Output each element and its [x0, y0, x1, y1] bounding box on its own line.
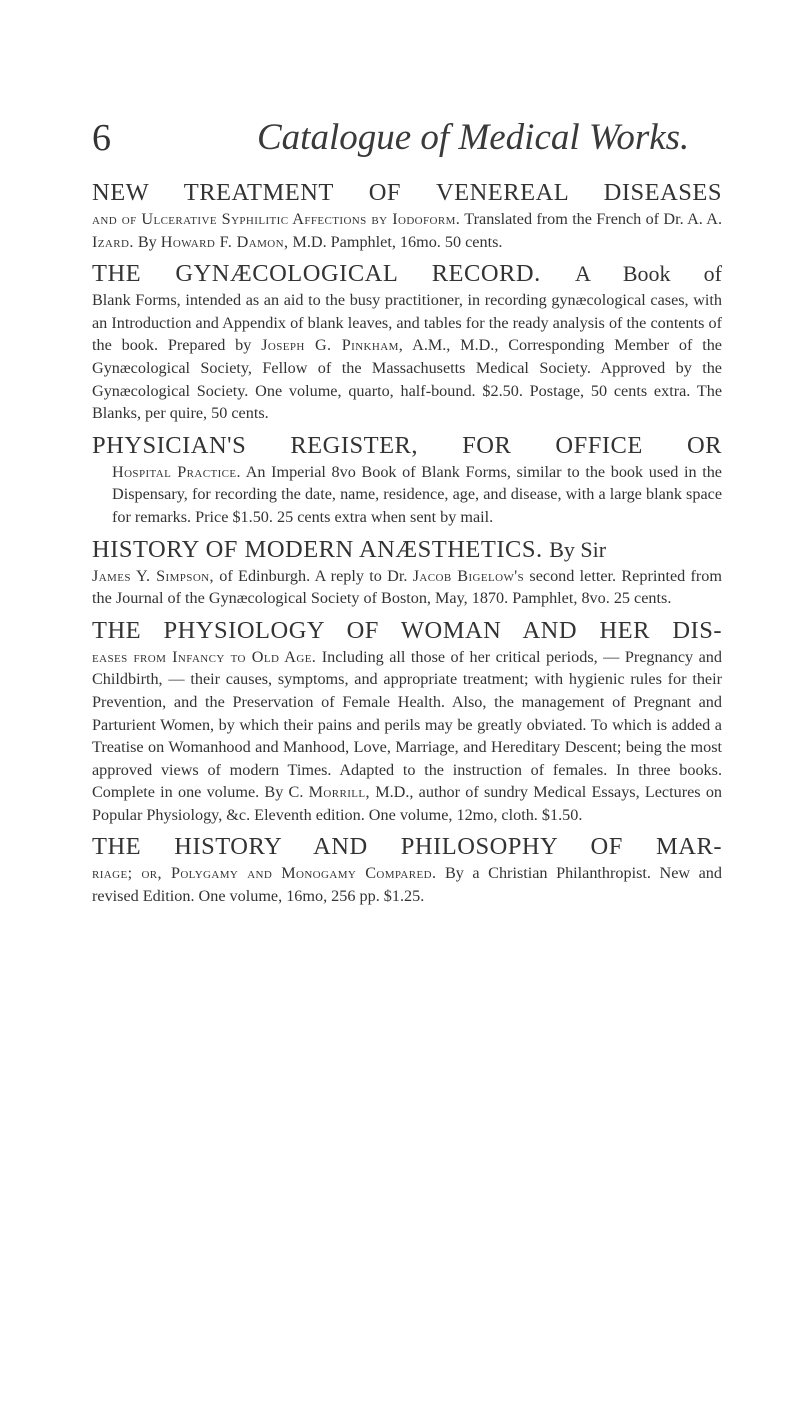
- entry-text: Including all those of her critical periods, — Pregnancy and Childbirth, — their causes, symptoms, and appropriate treatment; with hygienic rules for their Prevention, and the Preservation of Female Health. Also, the management of Pregnant and Parturient Women, by which their pains and perils may be greatly obviated. To which is added a Treatise on Womanhood and Manhood, Love, Marriage, and Hereditary Descent; being the most approved views of modern Times. Adapted to the instruction of females. In three books. Complete in one volume. By C.: [92, 647, 722, 802]
- entry-text: Blank Forms, intended as an aid to the busy practitioner, in recording gynæcological cases, with an Introduction and Appendix of blank leaves, and tables for the ready analysis of the contents of the book. Prepared by: [92, 291, 722, 355]
- entry-title: NEW TREATMENT OF VENEREAL DISEASES: [92, 179, 722, 206]
- page-header: [92, 118, 712, 158]
- entry-title-line: [92, 535, 722, 565]
- entry-text: M.D. Pamphlet, 16mo. 50 cents.: [288, 232, 503, 251]
- entry-title: PHYSICIAN'S REGISTER, FOR OFFICE OR: [92, 431, 722, 459]
- entry-description: [92, 646, 722, 827]
- entry-author: Jacob Bigelow's: [412, 566, 525, 585]
- catalogue-entry: [92, 535, 722, 610]
- entry-text: Translated from the French of Dr. A. A.: [460, 210, 722, 228]
- entry-text: M.D., author of sundry Medical Essays, Lectures on Popular Physiology, &c. Eleventh edition. One volume, 12mo, cloth. $1.50.: [92, 783, 723, 824]
- running-title: Catalogue of Medical Works.: [257, 117, 690, 158]
- entry-subtitle: eases from Infancy to Old Age.: [92, 647, 317, 666]
- entry-text: second letter. Reprinted from the Journal of the Gynæcological Society of Boston, May, 1870. Pamphlet, 8vo. 25 cents.: [92, 566, 722, 608]
- entry-subtitle: and of Ulcerative Syphilitic Affections by Iodoform.: [92, 210, 461, 228]
- entry-title-tail: A Book of: [575, 261, 722, 287]
- entry-author: Howard F. Damon,: [160, 232, 289, 251]
- entry-title: HISTORY OF MODERN ANÆSTHETICS.: [92, 535, 543, 563]
- entry-text: An Imperial 8vo Book of Blank Forms, similar to the book used in the Dispensary, for recording the date, name, residence, age, and disease, with a large blank space for remarks. Price $1.50. 25 cents extra when sent by mail.: [112, 462, 722, 526]
- catalogue-entry: [92, 259, 722, 425]
- entry-description: [92, 461, 722, 529]
- entry-title-line: [92, 259, 722, 289]
- entry-text: of Edinburgh. A reply to Dr.: [213, 566, 413, 585]
- entry-author: James Y. Simpson,: [92, 566, 214, 585]
- catalogue-entry: [92, 431, 722, 529]
- entry-author: Izard.: [92, 232, 134, 251]
- entry-author: Joseph G. Pinkham,: [261, 336, 404, 355]
- catalogue-entries: [92, 178, 722, 914]
- entry-title-tail: By Sir: [549, 536, 607, 562]
- page-number: 6: [92, 117, 111, 159]
- entry-text: By: [133, 232, 161, 251]
- entry-subtitle: riage; or, Polygamy and Monogamy Compared.: [92, 864, 437, 883]
- catalogue-entry: [92, 178, 722, 253]
- entry-subtitle: Hospital Practice.: [112, 462, 241, 481]
- entry-text: By a Christian Philanthropist. New and revised Edition. One volume, 16mo, 256 pp. $1.25.: [92, 864, 722, 906]
- entry-author: Morrill,: [308, 783, 370, 802]
- entry-title: THE GYNÆCOLOGICAL RECORD.: [92, 260, 541, 288]
- catalogue-entry: [92, 832, 722, 907]
- entry-title: THE PHYSIOLOGY OF WOMAN AND HER DIS-: [92, 616, 722, 644]
- catalogue-entry: [92, 616, 722, 827]
- entry-description: [92, 208, 722, 253]
- entry-text: A.M., M.D., Corresponding Member of the Gynæcological Society, Fellow of the Massachusetts Medical Society. Approved by the Gynæcological Society. One volume, quarto, half-bound. $2.50. Postage, 50 cents extra. The Blanks, per quire, 50 cents.: [92, 336, 722, 423]
- entry-description: [92, 289, 722, 425]
- entry-title: THE HISTORY AND PHILOSOPHY OF MAR-: [92, 833, 722, 861]
- entry-description: [92, 565, 722, 610]
- entry-description: [92, 862, 722, 907]
